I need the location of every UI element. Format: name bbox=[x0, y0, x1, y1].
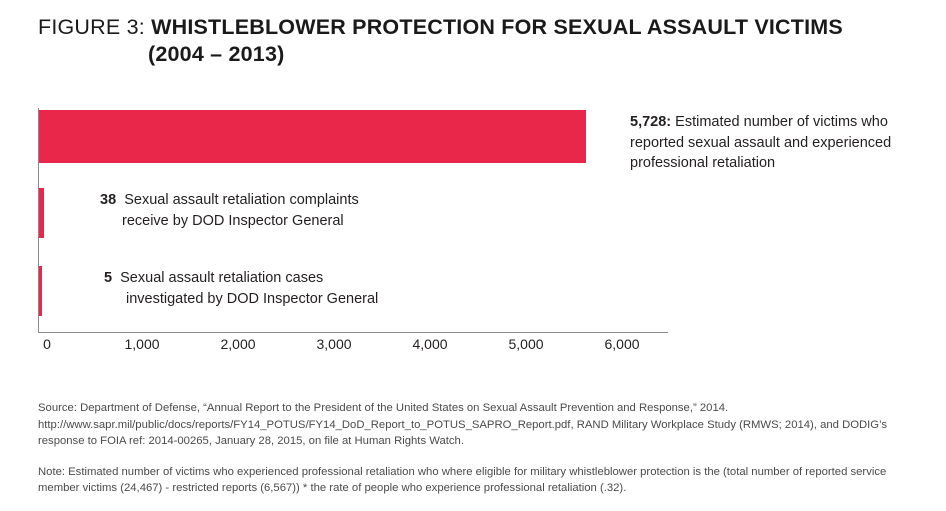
bar-text-2: Sexual assault retaliation complaints bbox=[124, 192, 359, 208]
bar-value-2: 38 bbox=[100, 192, 117, 208]
bar-text-3-cont1: investigated by DOD Inspector General bbox=[126, 290, 379, 307]
bar-label-retaliation-cases bbox=[104, 268, 464, 309]
bar-text-3: Sexual assault retaliation cases bbox=[120, 270, 324, 286]
x-axis-line bbox=[38, 332, 668, 333]
bar-text-2-cont1: receive by DOD Inspector General bbox=[122, 212, 344, 229]
x-tick-0: 0 bbox=[43, 336, 51, 352]
bar-estimated-victims bbox=[39, 110, 586, 163]
footnotes bbox=[38, 400, 918, 511]
methodology-note: Note: Estimated number of victims who experienced professional retaliation who where eligible for military whistleblower protection is the (total number of reported service member victims (24,467) - restricted reports (6,567)) * the rate of people who experience professional retaliation (.32). bbox=[38, 465, 887, 494]
x-tick-2: 2,000 bbox=[220, 336, 256, 352]
x-tick-1: 1,000 bbox=[124, 336, 160, 352]
page-title bbox=[38, 14, 908, 68]
x-tick-5: 5,000 bbox=[508, 336, 544, 352]
bar-retaliation-cases bbox=[39, 266, 42, 316]
figure-number: FIGURE 3: bbox=[38, 15, 152, 39]
x-tick-4: 4,000 bbox=[412, 336, 448, 352]
x-tick-6: 6,000 bbox=[604, 336, 640, 352]
source-note: Source: Department of Defense, “Annual Report to the President of the United States on Sexual Assault Prevention and Response,” 2014. http://www.sapr.mil/public/docs/reports/FY14_POTUS/FY14_DoD_Report_to_POTUS_SAPRO_Report.pdf, RAND Military Workplace Study (RMWS; 2014), and DODIG’s response to FOIA ref: 2014-00265, January 28, 2015, on file at Human Rights Watch. bbox=[38, 402, 888, 447]
title-line-2: (2004 – 2013) bbox=[148, 42, 285, 66]
bar-value-3: 5 bbox=[104, 270, 113, 286]
x-axis-ticks bbox=[38, 336, 698, 360]
bar-text-1-cont1: reported sexual assault and experienced bbox=[630, 134, 892, 151]
bar-label-estimated-victims bbox=[630, 112, 946, 174]
x-tick-3: 3,000 bbox=[316, 336, 352, 352]
title-main: WHISTLEBLOWER PROTECTION FOR SEXUAL ASSAULT VICTIMS bbox=[151, 15, 843, 39]
bar-label-retaliation-complaints bbox=[100, 190, 460, 231]
title-line-1 bbox=[38, 14, 908, 41]
bar-chart bbox=[38, 108, 908, 353]
bar-value-1: 5,728: bbox=[630, 114, 672, 130]
bar-text-1: Estimated number of victims who bbox=[671, 114, 888, 130]
bar-retaliation-complaints bbox=[39, 188, 44, 238]
bar-text-1-cont2: professional retaliation bbox=[630, 155, 776, 171]
